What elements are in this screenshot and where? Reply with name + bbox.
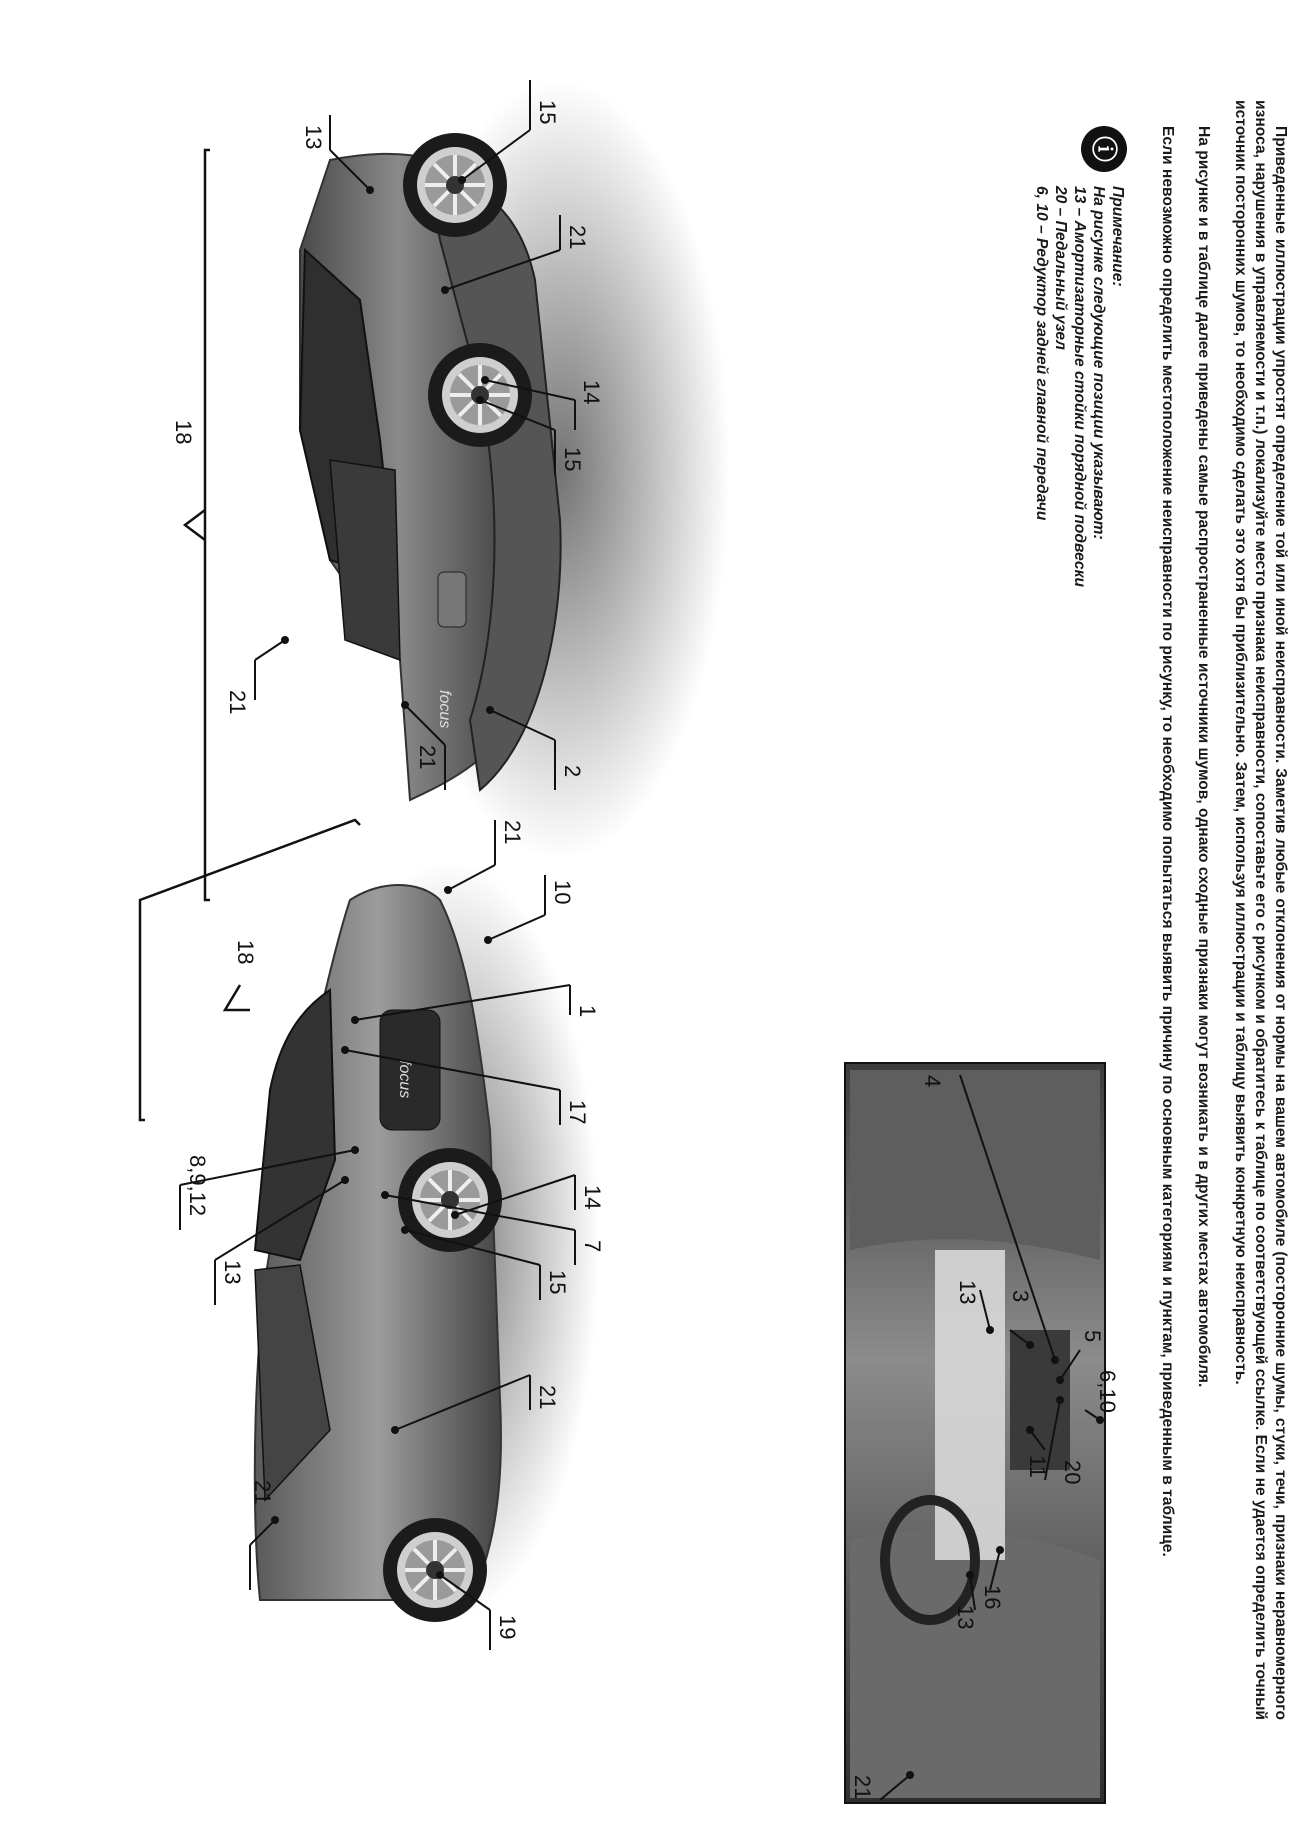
car-rear-plate (438, 572, 466, 627)
callout-int-13a: 13 (955, 1280, 980, 1305)
rear-bracket-18 (205, 150, 210, 900)
callout-rear-15b: 15 (560, 447, 585, 472)
callout-front-1: 1 (575, 1005, 600, 1018)
callout-front-8-9-12: 8,9,12 (185, 1155, 210, 1217)
paragraph-1: Приведенные иллюстрации упростят определение той или иной неисправности. Заметив любые отклонения от нормы на вашем автомобиле (посторонние шумы, стуки, течи, признаки неравномерного износа, нарушения в управляемости и т.п.) локализуйте место признака неисправности, сопоставьте его с рисунком и обратитесь к таблице по соответствующей ссылке. Если не удается определить точный источник посторонних шумов, то необходимо сделать это хотя бы приблизительно. Затем, используя иллюстрации и таблицу выявить конкретную неисправность. (1231, 100, 1289, 1720)
note-title: Примечание: (1108, 186, 1126, 287)
callout-int-13b: 13 (953, 1605, 978, 1630)
callout-rear-2: 2 (560, 765, 585, 778)
callout-int-11: 11 (1025, 1455, 1050, 1478)
callout-front-21b: 21 (250, 1480, 275, 1505)
callout-front-7: 7 (580, 1240, 605, 1253)
note-item-13: 13 – Амортизаторные стойки порядной подвески (1070, 186, 1088, 588)
callout-rear-18: 18 (171, 420, 196, 445)
callout-front-15: 15 (545, 1270, 570, 1295)
callout-int-20: 20 (1060, 1460, 1085, 1485)
callout-rear-21c: 21 (415, 745, 440, 770)
callout-front-17: 17 (565, 1100, 590, 1125)
paragraph-2: На рисунке и в таблице далее приведены самые распространенные источники шумов, однако сходные признаки могут возникать и в других местах автомобиля. (1195, 126, 1213, 1388)
car-front-figure (140, 820, 605, 1650)
callout-front-18: 18 (233, 940, 258, 965)
note-item-6-10: 6, 10 – Редуктор задней главной передачи (1032, 186, 1050, 521)
car-rear-front-wheel (403, 133, 507, 237)
callout-front-14: 14 (580, 1185, 605, 1210)
callout-rear-15a: 15 (535, 100, 560, 125)
callout-front-21a: 21 (500, 820, 525, 845)
car-rear-rear-wheel (428, 343, 532, 447)
callout-int-16: 16 (980, 1585, 1005, 1610)
car-front-rear-wheel (383, 1518, 487, 1622)
callout-front-13: 13 (220, 1260, 245, 1285)
callout-rear-13: 13 (301, 125, 326, 150)
note-icon: ⓘ (1081, 126, 1127, 172)
car-rear-badge: focus (436, 690, 453, 729)
callout-int-4: 4 (920, 1075, 945, 1088)
paragraph-3: Если невозможно определить местоположение неисправности по рисунку, то необходимо попытаться выявить причину по основным категориям и пунктам, приведенным в таблице. (1159, 126, 1177, 1557)
callout-int-21: 21 (850, 1775, 875, 1800)
callout-int-5: 5 (1080, 1330, 1105, 1343)
callout-int-3: 3 (1008, 1290, 1033, 1303)
note-intro: На рисунке следующие позиции указывают: (1089, 186, 1107, 540)
car-front-badge: focus (396, 1060, 413, 1099)
callout-rear-14: 14 (579, 380, 604, 405)
car-rear-figure (171, 80, 730, 900)
callout-rear-21b: 21 (225, 690, 250, 715)
callout-front-10: 10 (550, 880, 575, 905)
callout-front-19: 19 (495, 1615, 520, 1640)
note-block (1032, 126, 1127, 1720)
callout-rear-21a: 21 (565, 225, 590, 250)
callout-int-6-10: 6,10 (1095, 1370, 1120, 1413)
note-item-20: 20 – Педальный узел (1051, 186, 1069, 350)
car-rear-rear-window (330, 460, 400, 660)
callout-front-21c: 21 (535, 1385, 560, 1410)
